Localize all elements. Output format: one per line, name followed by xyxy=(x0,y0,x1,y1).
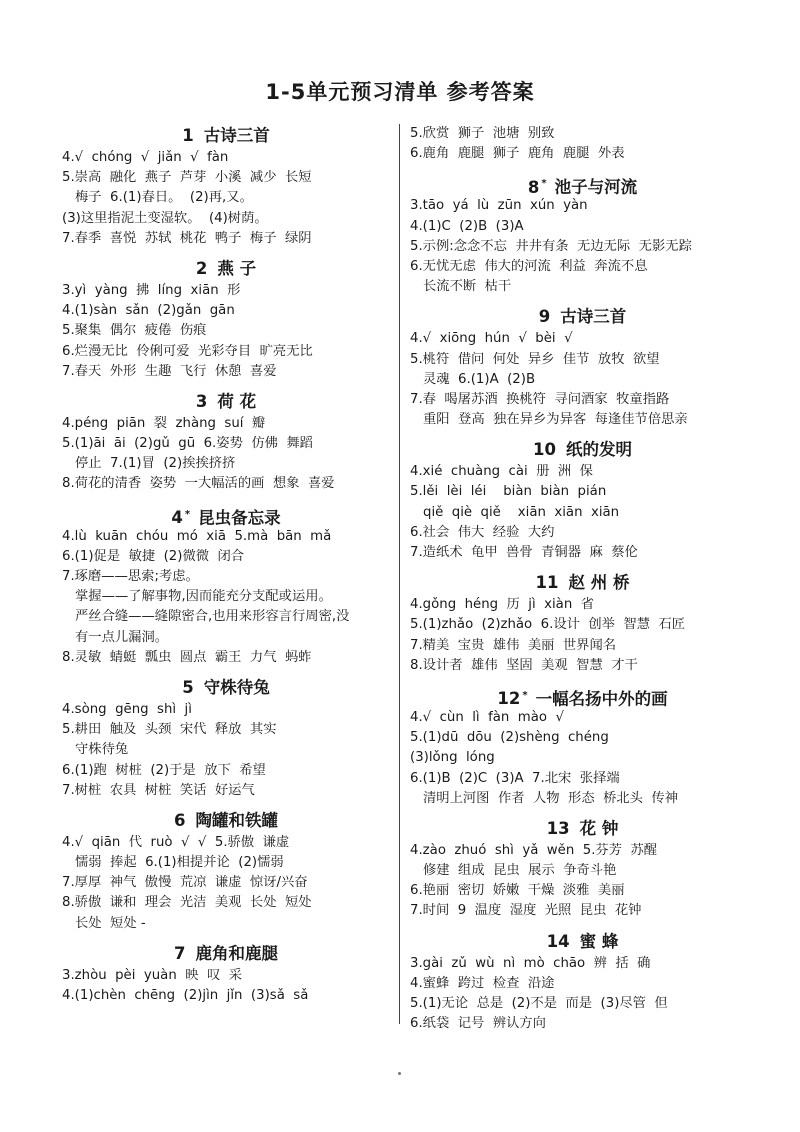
lesson-name: 昆虫备忘录 xyxy=(198,508,281,528)
answer-line: 4.√ cùn lì fàn mào √ xyxy=(410,709,564,725)
lesson-star: * xyxy=(522,689,528,701)
lesson-name: 一幅名扬中外的画 xyxy=(535,689,668,709)
answer-line: 7.琢磨——思索;考虑。 xyxy=(62,569,199,584)
lesson-name: 鹿角和鹿腿 xyxy=(195,943,278,963)
lesson-name: 纸的发明 xyxy=(565,440,632,460)
lesson-name: 守株待兔 xyxy=(203,677,270,697)
lesson-title xyxy=(410,438,755,462)
answer-line: 4.(1)sàn sǎn (2)gǎn gān xyxy=(62,303,235,319)
answer-line: 4.蜜蜂 跨过 检查 沿途 xyxy=(410,975,555,991)
answer-line: 5.聚集 偶尔 疲倦 伤痕 xyxy=(62,323,207,339)
lesson-title xyxy=(410,817,755,841)
lesson-number: 2 xyxy=(195,258,208,278)
answer-line: 3.yì yàng 拂 líng xiān 形 xyxy=(62,282,241,298)
answer-line: 5.(1)无论 总是 (2)不是 而是 (3)尽管 但 xyxy=(410,996,668,1011)
answer-line: 有一点儿漏洞。 xyxy=(75,629,169,645)
answer-line: 4.gǒng héng 历 jì xiàn 省 xyxy=(410,597,594,613)
lesson-name: 古诗三首 xyxy=(560,307,627,327)
answer-line: 8.灵敏 蜻蜓 瓢虫 圆点 霸王 力气 蚂蚱 xyxy=(62,649,312,665)
lesson-number: 12 xyxy=(497,689,521,709)
answer-line: 灵魂 6.(1)A (2)B xyxy=(423,371,536,387)
lesson-title xyxy=(62,257,390,281)
lesson-title xyxy=(62,124,390,148)
answer-line: 5.(1)zhǎo (2)zhǎo 6.设计 创举 智慧 石匠 xyxy=(410,617,686,633)
column-divider xyxy=(399,124,400,1024)
lesson-title xyxy=(410,571,755,595)
lesson-name: 赵 州 桥 xyxy=(568,573,630,593)
answer-line: 5.崇高 融化 燕子 芦芽 小溪 减少 长短 xyxy=(62,170,312,186)
lesson-number: 6 xyxy=(174,810,186,830)
answer-line: 5.耕田 触及 头颈 宋代 释放 其实 xyxy=(62,722,277,738)
answer-line: 7.造纸术 龟甲 兽骨 青铜器 麻 蔡伦 xyxy=(410,545,638,560)
answer-line: 停止 7.(1)冒 (2)挨挨挤挤 xyxy=(75,456,236,472)
answer-line: 6.社会 伟大 经验 大约 xyxy=(410,524,555,540)
answer-line: 清明上河图 作者 人物 形态 桥北头 传神 xyxy=(423,790,679,806)
answer-line: 4.sòng gēng shì jì xyxy=(62,701,192,717)
lesson-star: * xyxy=(184,508,191,520)
answer-line: 8.设计者 雄伟 坚固 美观 智慧 才干 xyxy=(410,657,638,673)
lesson-name: 荷 花 xyxy=(217,391,257,411)
answer-line: 6.纸袋 记号 辨认方向 xyxy=(410,1016,546,1032)
answer-line: 掌握——了解事物,因而能充分支配或运用。 xyxy=(75,589,332,605)
lesson-title xyxy=(62,503,390,527)
answer-line: 4.zào zhuó shì yǎ wěn 5.芬芳 苏醒 xyxy=(410,842,658,858)
answer-line: 7.春天 外形 生趣 飞行 休憩 喜爱 xyxy=(62,363,277,379)
lesson-number: 4 xyxy=(171,508,183,528)
answer-line: 3.tāo yá lù zūn xún yàn xyxy=(410,198,588,214)
answer-line: qiě qiè qiě xiān xiān xiān xyxy=(423,504,620,520)
answer-line: 6.(1)跑 树桩 (2)于是 放下 希望 xyxy=(62,762,266,778)
left-column xyxy=(62,124,390,1032)
answer-line: 4.√ xiōng hún √ bèi √ xyxy=(410,331,573,347)
answer-line: 7.精美 宝贵 雄伟 美丽 世界闻名 xyxy=(410,637,617,653)
lesson-number: 7 xyxy=(174,943,186,963)
lesson-title xyxy=(62,390,390,414)
lesson-number: 10 xyxy=(533,440,556,460)
lesson-name: 古诗三首 xyxy=(203,126,270,145)
answer-line: 6.无忧无虑 伟大的河流 利益 奔流不息 xyxy=(410,258,648,274)
lesson-number: 3 xyxy=(195,391,208,411)
answer-line: 6.(1)B (2)C (3)A 7.北宋 张择端 xyxy=(410,770,620,786)
lesson-name: 花 钟 xyxy=(579,818,619,838)
answer-line: 5.(1)dū dōu (2)shèng chéng xyxy=(410,730,609,746)
answer-line: 4.xié chuàng cài 册 洲 保 xyxy=(410,464,593,480)
lesson-number: 5 xyxy=(182,677,194,697)
lesson-star: * xyxy=(541,178,547,190)
lesson-name: 燕 子 xyxy=(217,258,257,278)
answer-line: 7.树桩 农具 树桩 笑话 好运气 xyxy=(62,782,255,798)
answer-line: 8.骄傲 谦和 理会 光洁 美观 长处 短处 xyxy=(62,895,312,911)
answer-line: 4.lù kuān chóu mó xiā 5.mà bān mǎ xyxy=(62,528,332,544)
answer-line: (3)这里指泥土变湿软。 (4)树荫。 xyxy=(62,210,268,226)
answer-line: 6.艳丽 密切 娇嫩 干燥 淡雅 美丽 xyxy=(410,883,625,899)
lesson-name: 陶罐和铁罐 xyxy=(195,810,278,830)
lesson-number: 11 xyxy=(535,573,559,593)
lesson-title xyxy=(410,684,755,708)
answer-line: 6.鹿角 鹿腿 狮子 鹿角 鹿腿 外表 xyxy=(410,146,625,162)
answer-line: 4.√ chóng √ jiǎn √ fàn xyxy=(62,150,229,165)
answer-line: 5.lěi lèi léi biàn biàn pián xyxy=(410,484,607,500)
lesson-name: 池子与河流 xyxy=(554,177,638,197)
answer-line: (3)lǒng lóng xyxy=(410,750,495,766)
answer-line: 4.péng piān 裂 zhàng suí 瓣 xyxy=(62,415,266,431)
answer-line: 6.(1)促是 敏捷 (2)微微 闭合 xyxy=(62,548,245,564)
answer-line: 4.(1)chèn chēng (2)jìn jǐn (3)sǎ sǎ xyxy=(62,988,309,1003)
answer-line: 梅子 6.(1)春日。 (2)再,又。 xyxy=(75,190,253,206)
lesson-title xyxy=(410,305,755,329)
footer-dot xyxy=(398,1072,401,1075)
answer-line: 7.时间 9 温度 湿度 光照 昆虫 花钟 xyxy=(410,903,642,919)
lesson-number: 9 xyxy=(538,307,551,327)
answer-line: 7.厚厚 神气 傲慢 荒凉 谦虚 惊讶/兴奋 xyxy=(62,875,308,891)
answer-line: 8.荷花的清香 姿势 一大幅活的画 想象 喜爱 xyxy=(62,476,335,492)
answer-line: 懦弱 捧起 6.(1)相提并论 (2)懦弱 xyxy=(75,855,284,871)
lesson-title xyxy=(62,809,390,833)
right-column xyxy=(410,124,755,1032)
answer-line: 6.烂漫无比 伶俐可爱 光彩夺目 旷亮无比 xyxy=(62,343,313,359)
answer-line: 7.春 喝屠苏酒 换桃符 寻问酒家 牧童指路 xyxy=(410,391,670,407)
answer-line: 5.(1)āi āi (2)gǔ gū 6.姿势 仿佛 舞蹈 xyxy=(62,436,313,452)
answer-line: 3.gài zǔ wù nì mò chāo 辨 括 确 xyxy=(410,955,651,971)
page-title: 1-5单元预习清单 参考答案 xyxy=(265,80,535,104)
answer-line: 长流不断 枯干 xyxy=(423,279,512,295)
answer-line: 5.示例:念念不忘 井井有条 无边无际 无影无踪 xyxy=(410,238,692,254)
answer-line: 重阳 登高 独在异乡为异客 每逢佳节倍思亲 xyxy=(423,412,688,428)
answer-line: 3.zhòu pèi yuàn 映 叹 采 xyxy=(62,967,243,983)
answer-line: 修建 组成 昆虫 展示 争奇斗艳 xyxy=(423,863,617,879)
answer-line: 5.欣赏 狮子 池塘 别致 xyxy=(410,126,555,141)
lesson-title xyxy=(410,172,755,196)
lesson-number: 13 xyxy=(546,818,570,838)
lesson-title xyxy=(62,676,390,700)
answer-line: 5.桃符 借问 何处 异乡 佳节 放牧 欲望 xyxy=(410,351,660,367)
answer-line: 7.春季 喜悦 苏轼 桃花 鸭子 梅子 绿阴 xyxy=(62,230,312,246)
answer-line: 4.√ qiān 代 ruò √ √ 5.骄傲 谦虚 xyxy=(62,834,290,850)
lesson-title xyxy=(62,942,390,966)
lesson-name: 蜜 蜂 xyxy=(579,931,619,951)
lesson-title xyxy=(410,930,755,954)
lesson-number: 14 xyxy=(546,931,570,951)
lesson-number: 8 xyxy=(527,177,540,197)
answer-line: 4.(1)C (2)B (3)A xyxy=(410,218,524,234)
lesson-number: 1 xyxy=(182,126,194,145)
answer-line: 守株待兔 xyxy=(75,742,129,758)
answer-line: 严丝合缝——缝隙密合,也用来形容言行周密,没 xyxy=(75,609,350,625)
answer-line: 长处 短处 - xyxy=(75,915,146,931)
